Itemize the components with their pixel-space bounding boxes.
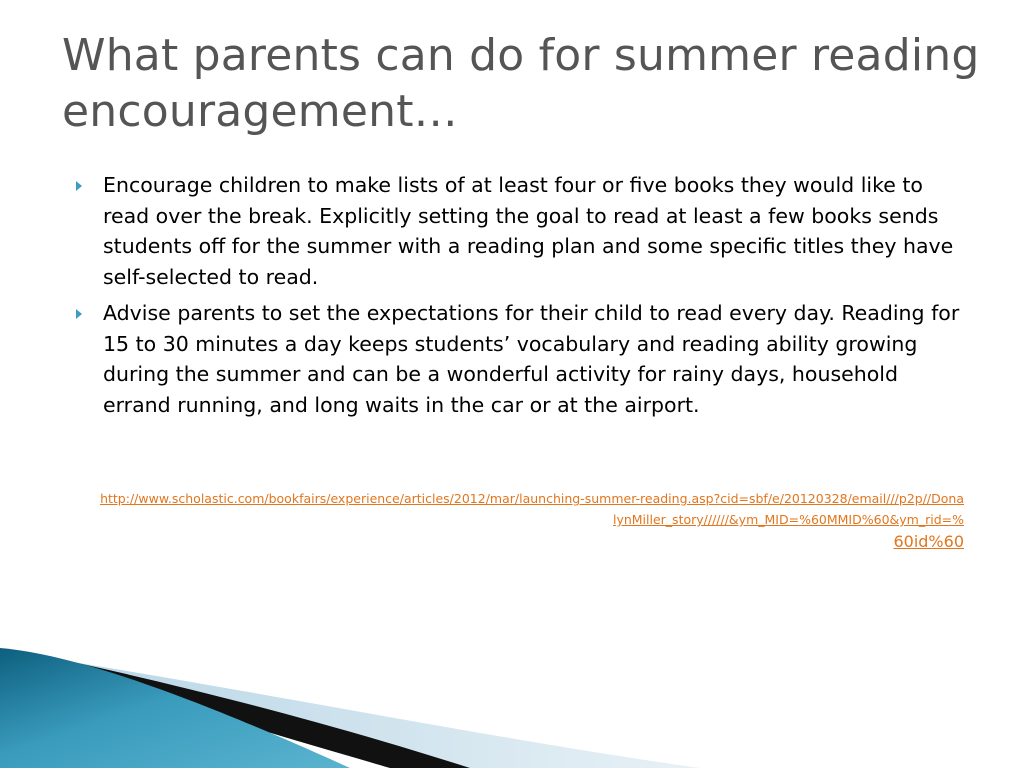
slide-title: What parents can do for summer reading encouragement… — [62, 30, 980, 137]
source-link-tail[interactable]: 60id%60 — [893, 532, 964, 551]
source-link-main[interactable]: http://www.scholastic.com/bookfairs/experience/articles/2012/mar/launching-summer-reading.asp?cid=sbf/e/20120328/email///p2p//DonalynMiller_story//////&ym_MID=%60MMID%60&ym_rid=% — [100, 491, 964, 527]
bullet-text: Encourage children to make lists of at least four or five books they would like to read over the break. Explicitly setting the goal to read at least a few books sends students off for the summer with a reading plan and some specific titles they have self-selected to read. — [103, 173, 954, 289]
bullet-text: Advise parents to set the expectations for their child to read every day. Reading for 15 to 30 minutes a day keeps students’ vocabulary and reading ability growing during the summer and can be a wonderful activity for rainy days, household errand running, and long waits in the car or at the airport. — [103, 301, 960, 417]
